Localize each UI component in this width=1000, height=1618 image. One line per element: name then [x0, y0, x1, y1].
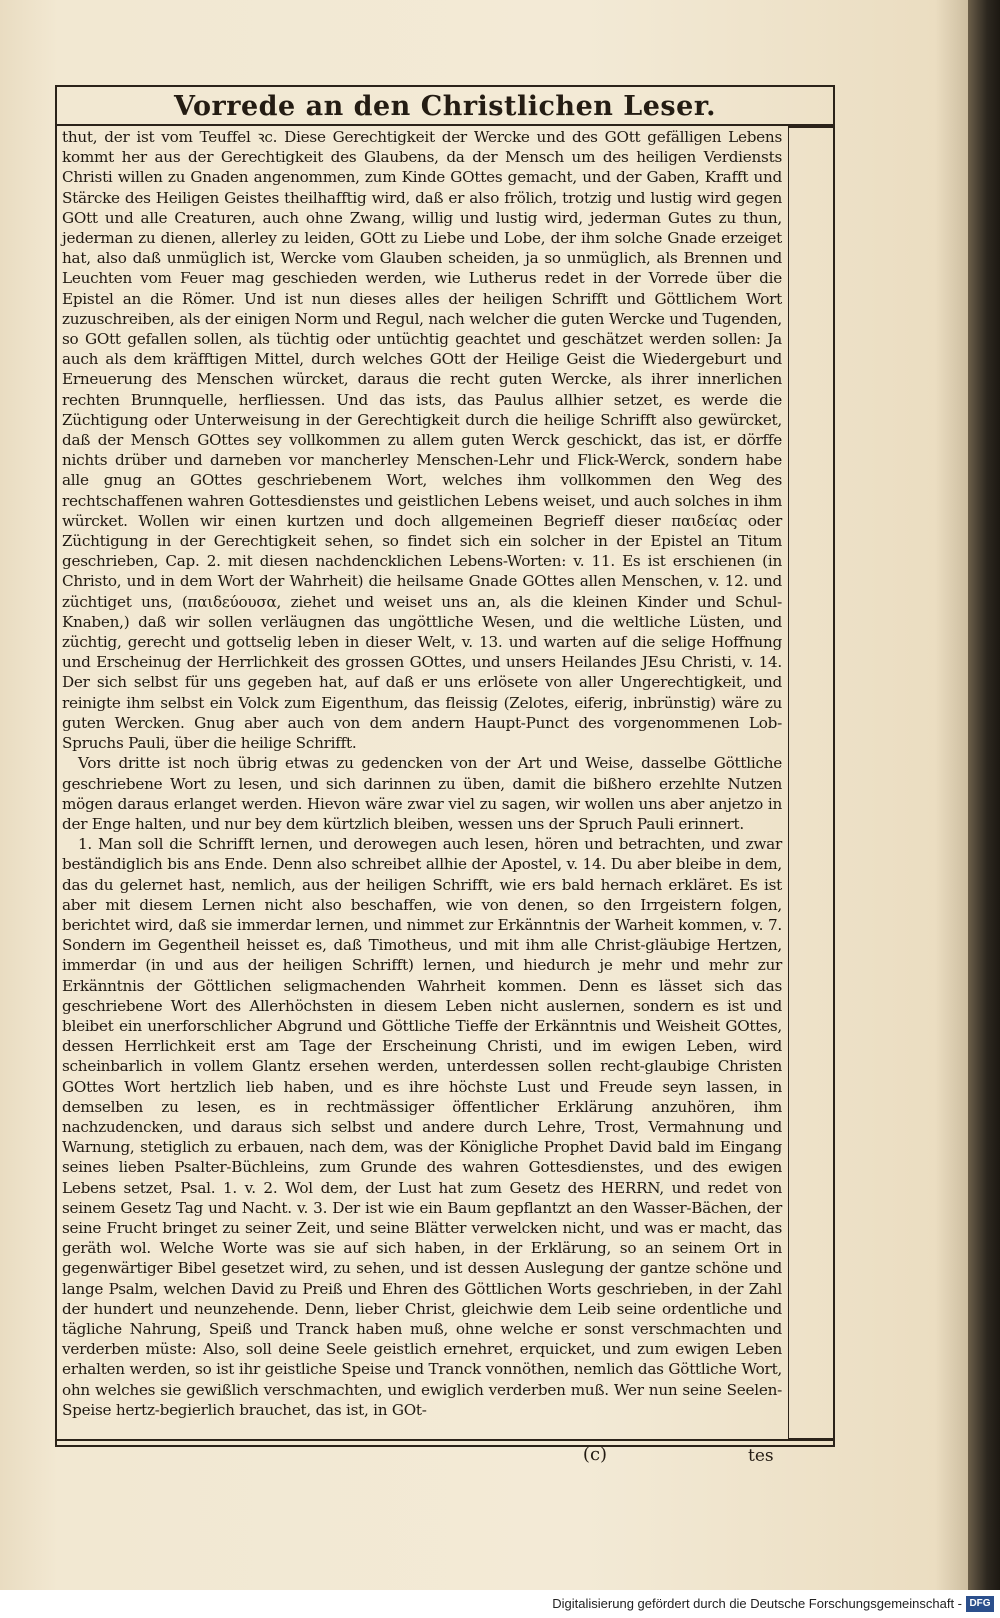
paragraph-3: 1. Man soll die Schrifft lernen, und derowegen auch lesen, hören und betrachten, und zwar beständiglich bis ans Ende. Denn also schreibet allhie der Apostel, v. 14. Du aber bleibe in dem, das du gelernet hast, nemlich, aus der heiligen Schrifft, wie ers bald hernach erkläret. Es ist aber mit diesem Lernen nicht also beschaffen, wie von denen, so den Irrgeistern folgen, berichtet wird, daß sie immerdar lernen, und nimmet zur Erkänntnis der Warheit kommen, v. 7. Sondern im Gegentheil heisset es, daß Timotheus, und mit ihm alle Christ-gläubige Hertzen, immerdar (in und aus der heiligen Schrifft) lernen, und hiedurch je mehr und mehr zur Erkänntnis der Göttlichen seligmachenden Wahrheit kommen. Denn es lässet sich das geschriebene Wort des Allerhöchsten in diesem Leben nicht auslernen, sondern es ist und bleibet ein unerforschlicher Abgrund und Göttliche Tieffe der Erkänntnis und Weisheit GOttes, dessen Herrlichkeit erst am Tage der Erscheinung Christi, und im ewigen Leben, wird scheinbarlich in vollem Glantz ersehen werden, unterdessen sollen recht-glaubige Christen GOttes Wort hertzlich lieb haben, und es ihre höchste Lust und Freude seyn lassen, in demselben zu lesen, es in rechtmässiger öffentlicher Erklärung anzuhören, ihm nachzudencken, und daraus sich selbst und andere durch Lehre, Trost, Vermahnung und Warnung, stetiglich zu erbauen, nach dem, was der Königliche Prophet David bald im Eingang seines lieben Psalter-Büchleins, zum Grunde des wahren Gottesdienstes, und des ewigen Lebens setzet, Psal. 1. v. 2. Wol dem, der Lust hat zum Gesetz des HERRN, und redet von seinem Gesetz Tag und Nacht. v. 3. Der ist wie ein Baum gepflantzt an den Wasser-Bächen, der seine Frucht bringet zu seiner Zeit, und seine Blätter verwelcken nicht, und was er macht, das geräth wol. Welche Worte was sie auf sich haben, in der Erklärung, so an seinem Ort in gegenwärtiger Bibel gesetzet wird, zu sehen, und ist dessen Auslegung der gantze schöne und lange Psalm, welchen David zu Preiß und Ehren des Göttlichen Worts geschrieben, in der Zahl der hundert und neunzehende. Denn, lieber Christ, gleichwie dem Leib seine ordentliche und tägliche Nahrung, Speiß und Tranck haben muß, ohne welche er sonst verschmachten und verderben müste: Also, soll deine Seele geistlich ernehret, erquicket, und zum ewigen Leben erhalten werden, so ist ihr geistliche Speise und Tranck vonnöthen, nemlich das Göttliche Wort, ohn welches sie gewißlich verschmachten, und ewiglich verderben muß. Wer nun seine Seelen-Speise hertz-begierlich brauchet, das ist, in GOt- — [62, 835, 782, 1419]
header-rule — [57, 124, 833, 126]
signature-mark: (c) — [582, 1444, 608, 1465]
book-spine — [968, 0, 1000, 1590]
marginal-rule-top — [788, 126, 835, 128]
running-title: Vorrede an den Christlichen Leser. — [174, 91, 716, 122]
footer-rule — [57, 1439, 833, 1441]
paragraph-1: thut, der ist vom Teuffel ꝛc. Diese Gerechtigkeit der Wercke und des GOtt gefälligen Lebens kommt her aus der Gerechtigkeit des Glaubens, da der Mensch um des heiligen Verdiensts Christi willen zu Gnaden angenommen, zum Kinde GOttes gemacht, und der Gaben, Krafft und Stärcke des Heiligen Geistes theilhafftig wird, daß er also frölich, trotzig und lustig wird gegen GOtt und alle Creaturen, auch ohne Zwang, willig und lustig wird, jederman Gutes zu thun, jederman zu dienen, allerley zu leiden, GOtt zu Liebe und Lobe, der ihm solche Gnade erzeiget hat, also daß unmüglich ist, Wercke vom Glauben scheiden, ja so unmüglich, als Brennen und Leuchten vom Feuer mag geschieden werden, wie Lutherus redet in der Vorrede über die Epistel an die Römer. Und ist nun dieses alles der heiligen Schrifft und Göttlichem Wort zuzuschreiben, als der einigen Norm und Regul, nach welcher die guten Wercke und Tugenden, so GOtt gefallen sollen, als tüchtig oder untüchtig geachtet und geschätzet werden sollen: Ja auch als dem kräfftigen Mittel, durch welches GOtt der Heilige Geist die Wiedergeburt und Erneuerung des Menschen würcket, daraus die recht guten Wercke, als ihrer innerlichen rechten Brunnquelle, herfliessen. Und das ists, das Paulus allhier setzet, es werde die Züchtigung oder Unterweisung in der Gerechtigkeit durch die heilige Schrifft also gewürcket, daß der Mensch GOttes sey vollkommen zu allem guten Werck geschickt, das ist, er dörffe nichts drüber und darneben vor mancherley Menschen-Lehr und Flick-Werck, sondern habe alle gnug an GOttes geschriebenem Wort, welches ihm vollkommen den Weg des rechtschaffenen wahren Gottesdienstes und geistlichen Lebens weiset, und auch solches in ihm würcket. Wollen wir einen kurtzen und doch allgemeinen Begrieff dieser παιδείας oder Züchtigung in der Gerechtigkeit sehen, so findet sich ein solcher in der Epistel an Titum geschrieben, Cap. 2. mit diesen nachdencklichen Lebens-Worten: v. 11. Es ist erschienen (in Christo, und in dem Wort der Wahrheit) die heilsame Gnade GOttes allen Menschen, v. 12. und züchtiget uns, (παιδεύουσα, ziehet und weiset uns an, als die kleinen Kinder und Schul-Knaben,) daß wir sollen verläugnen das ungöttliche Wesen, und die weltliche Lüsten, und züchtig, gerecht und gottselig leben in dieser Welt, v. 13. und warten auf die selige Hoffnung und Erscheinug der Herrlichkeit des grossen GOttes, und unsers Heilandes JEsu Christi, v. 14. Der sich selbst für uns gegeben hat, auf daß er uns erlösete von aller Ungerechtigkeit, und reinigte ihm selbst ein Volck zum Eigenthum, das fleissig (Zelotes, eiferig, inbrünstig) wäre zu guten Wercken. Gnug aber auch von dem andern Haupt-Punct des vorgenommenen Lob-Spruchs Pauli, über die heilige Schrifft. — [62, 128, 782, 753]
paragraph-2: Vors dritte ist noch übrig etwas zu gedencken von der Art und Weise, dasselbe Göttliche geschriebene Wort zu lesen, und sich darinnen zu üben, damit die bißhero erzehlte Nutzen mögen daraus erlanget werden. Hievon wäre zwar viel zu sagen, wir wollen uns aber anjetzo in der Enge halten, und nur bey dem kürtzlich bleiben, wessen uns der Spruch Pauli erinnert. — [62, 754, 782, 833]
catchword: tes — [748, 1446, 774, 1466]
body-text — [62, 127, 782, 1420]
page-edge-shadow — [935, 0, 968, 1590]
funding-credit: Digitalisierung gefördert durch die Deutsche Forschungsgemeinschaft - — [552, 1596, 962, 1611]
marginal-column — [788, 126, 835, 1441]
dfg-logo-icon: DFG — [966, 1596, 994, 1612]
